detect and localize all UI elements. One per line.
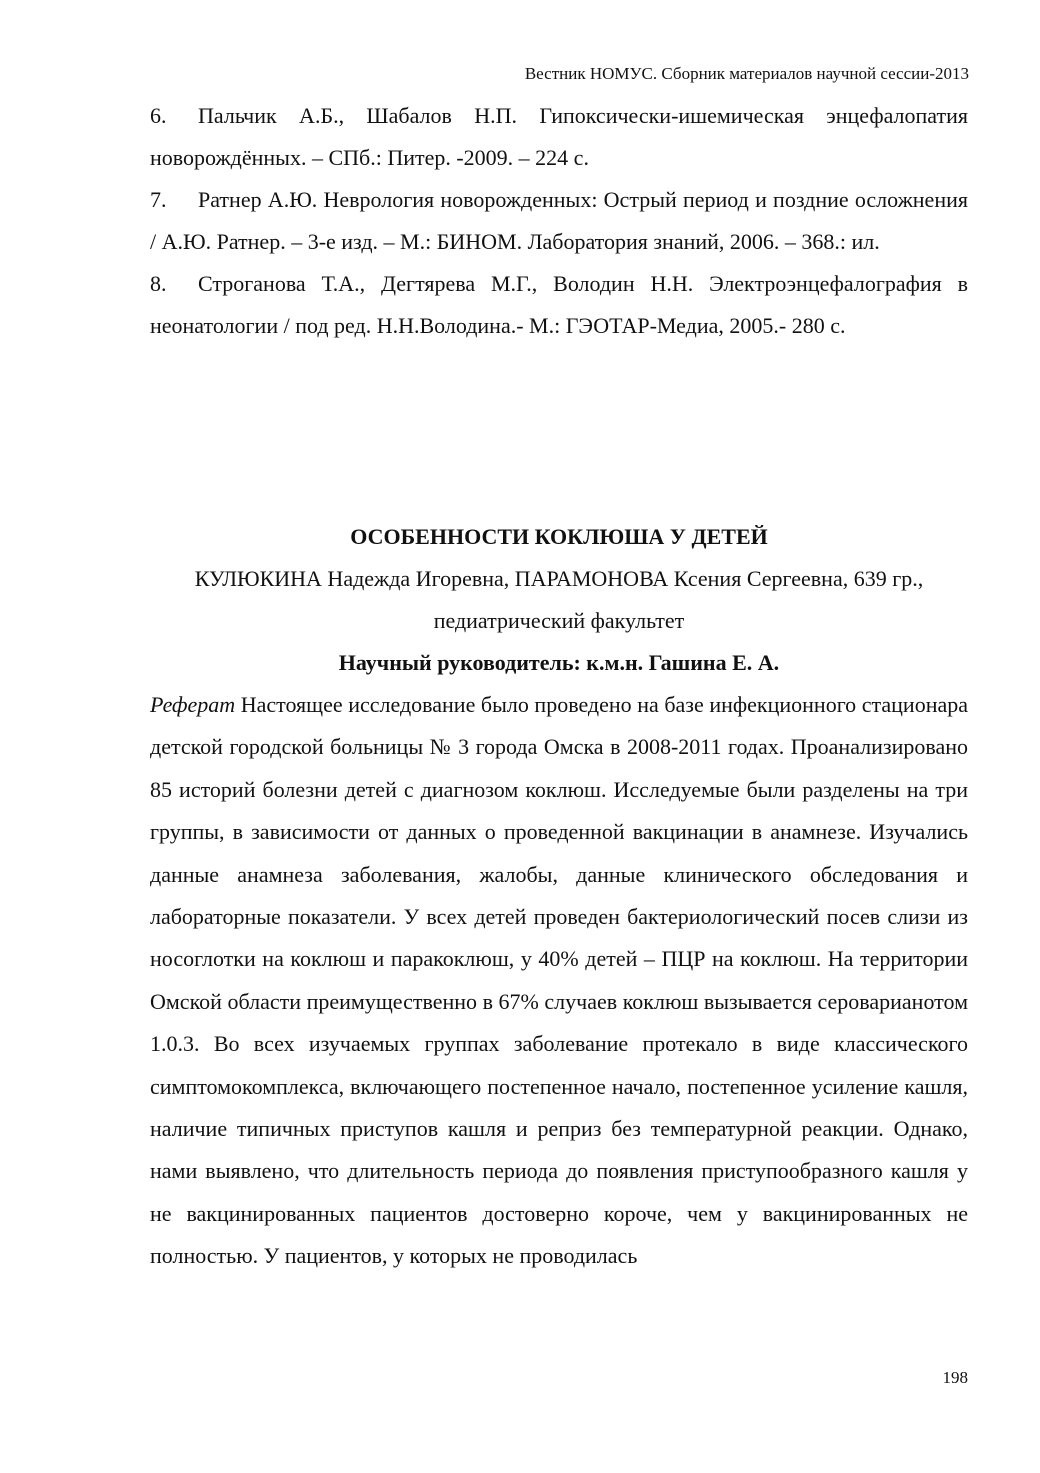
page-number: 198: [942, 1368, 968, 1387]
abstract-lead: Реферат: [150, 692, 236, 717]
reference-text: Ратнер А.Ю. Неврология новорожденных: Острый период и поздние осложнения / А.Ю. Ратнер. – 3-е изд. – М.: БИНОМ. Лаборатория знаний, 2006. – 368.: ил.: [150, 187, 968, 254]
article: [150, 516, 968, 1278]
reference-text: Пальчик А.Б., Шабалов Н.П. Гипоксически-ишемическая энцефалопатия новорождённых. – СПб.: Питер. -2009. – 224 с.: [150, 103, 968, 170]
article-supervisor: Научный руководитель: к.м.н. Гашина Е. А.: [338, 650, 780, 675]
reference-item: [150, 263, 968, 347]
reference-list: [150, 95, 968, 347]
article-abstract: [150, 684, 968, 1278]
reference-number: 7.: [150, 187, 167, 212]
reference-text: Строганова Т.А., Дегтярева М.Г., Володин Н.Н. Электроэнцефалография в неонатологии / под ред. Н.Н.Володина.- М.: ГЭОТАР-Медиа, 2005.- 280 с.: [150, 271, 968, 338]
reference-item: [150, 179, 968, 263]
abstract-text: Настоящее исследование было проведено на базе инфекционного стационара детской городской больницы № 3 города Омска в 2008-2011 годах. Проанализировано 85 историй болезни детей с диагнозом коклюш. Исследуемые были разделены на три группы, в зависимости от данных о проведенной вакцинации в анамнезе. Изучались данные анамнеза заболевания, жалобы, данные клинического обследования и лабораторные показатели. У всех детей проведен бактериологический посев слизи из носоглотки на коклюш и паракоклюш, у 40% детей – ПЦР на коклюш. На территории Омской области преимущественно в 67% случаев коклюш вызывается сероварианотом 1.0.3. Во всех изучаемых группах заболевание протекало в виде классического симптомокомплекса, включающего постепенное начало, постепенное усиление кашля, наличие типичных приступов кашля и реприз без температурной реакции. Однако, нами выявлено, что длительность периода до появления приступообразного кашля у не вакцинированных пациентов достоверно короче, чем у вакцинированных не полностью. У пациентов, у которых не проводилась: [150, 692, 969, 1269]
reference-number: 6.: [150, 103, 167, 128]
running-header: Вестник НОМУС. Сборник материалов научной сессии-2013: [524, 64, 969, 83]
article-authors: КУЛЮКИНА Надежда Игоревна, ПАРАМОНОВА Ксения Сергеевна, 639 гр., педиатрический факультет: [194, 566, 924, 633]
reference-item: [150, 95, 968, 179]
reference-number: 8.: [150, 271, 167, 296]
article-title: ОСОБЕННОСТИ КОКЛЮША У ДЕТЕЙ: [350, 524, 768, 549]
